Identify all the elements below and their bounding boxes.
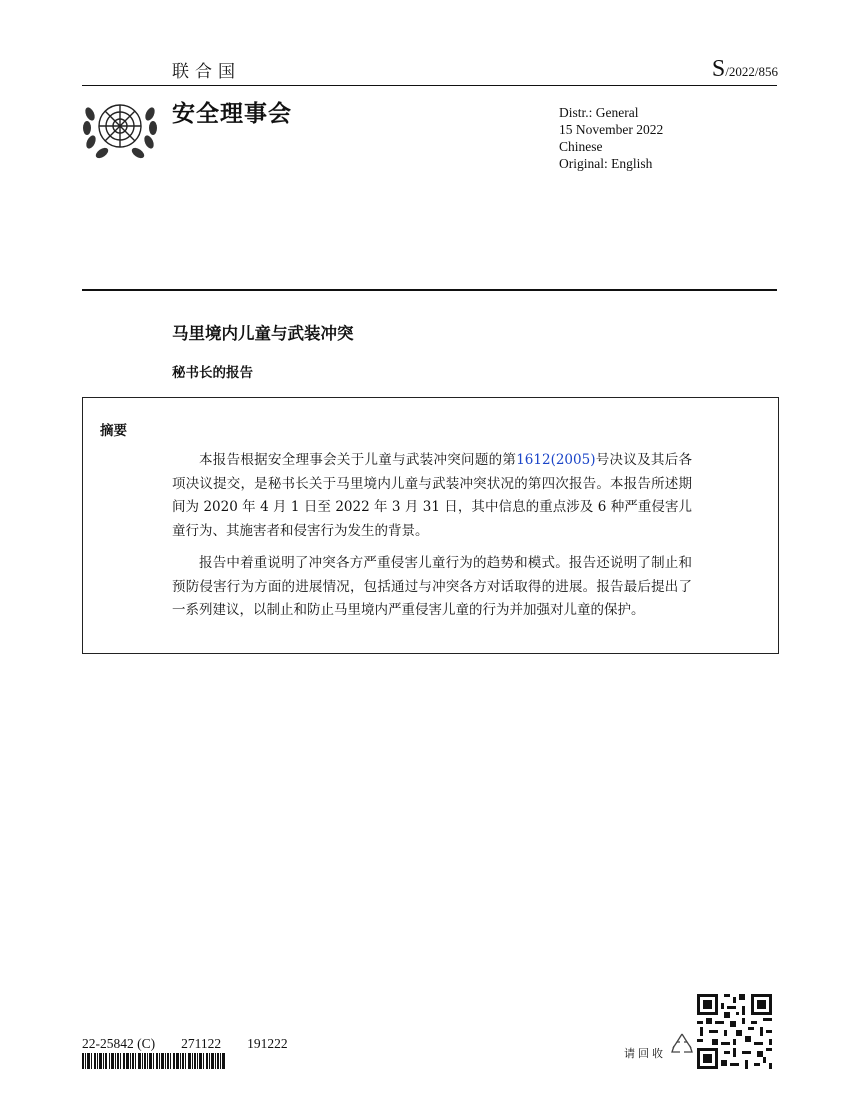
recycle-label: 请回收 xyxy=(624,1047,666,1060)
qr-code-icon xyxy=(697,994,772,1069)
un-emblem-icon xyxy=(80,92,160,164)
security-council-title: 安全理事会 xyxy=(172,101,292,127)
header-rule xyxy=(82,85,777,86)
document-symbol xyxy=(712,56,778,83)
summary-paragraph-1 xyxy=(172,449,692,543)
recycle-icon xyxy=(668,1030,696,1058)
title-rule xyxy=(82,289,777,291)
distr-original: Original: English xyxy=(559,156,653,171)
summary-paragraph-2: 报告中着重说明了冲突各方严重侵害儿童行为的趋势和模式。报告还说明了制止和预防侵害行为方面的进展情况，包括通过与冲突各方对话取得的进展。报告最后提出了一系列建议，以制止和防止马里境内严重侵害儿童的行为并加强对儿童的保护。 xyxy=(172,555,692,618)
distr-line: Distr.: General xyxy=(559,105,639,120)
footer-codes xyxy=(82,1036,314,1052)
doc-number: 22-25842 (C) xyxy=(82,1036,156,1051)
distr-date: 15 November 2022 xyxy=(559,122,664,137)
summary-body xyxy=(172,449,692,632)
distr-language: Chinese xyxy=(559,139,603,154)
distribution-block xyxy=(559,104,663,172)
summary-heading: 摘要 xyxy=(100,423,127,439)
report-title: 马里境内儿童与武装冲突 xyxy=(172,324,354,343)
resolution-link[interactable]: 1612(2005) xyxy=(516,452,596,468)
org-name-chinese: 联合国 xyxy=(172,62,241,82)
footer-date-1: 271122 xyxy=(181,1036,222,1051)
summary-p1-text-cont: 号决议及其后各项决议提交，是秘书长关于马里境内儿童与武装冲突状况的第四次报告。本报告所述期间为 2020 年 4 月 1 日至 2022 年 3 月 31 日，其中信息的重点涉及 6 种严重侵害儿童行为、其施害者和侵害行为发生的背景。 xyxy=(172,452,693,539)
report-subtitle: 秘书长的报告 xyxy=(172,365,253,381)
symbol-prefix: S xyxy=(711,56,726,82)
symbol-number: /2022/856 xyxy=(725,64,778,79)
barcode-icon xyxy=(82,1053,225,1069)
summary-p1-text: 本报告根据安全理事会关于儿童与武装冲突问题的第 xyxy=(199,452,517,468)
footer-date-2: 191222 xyxy=(247,1036,288,1051)
